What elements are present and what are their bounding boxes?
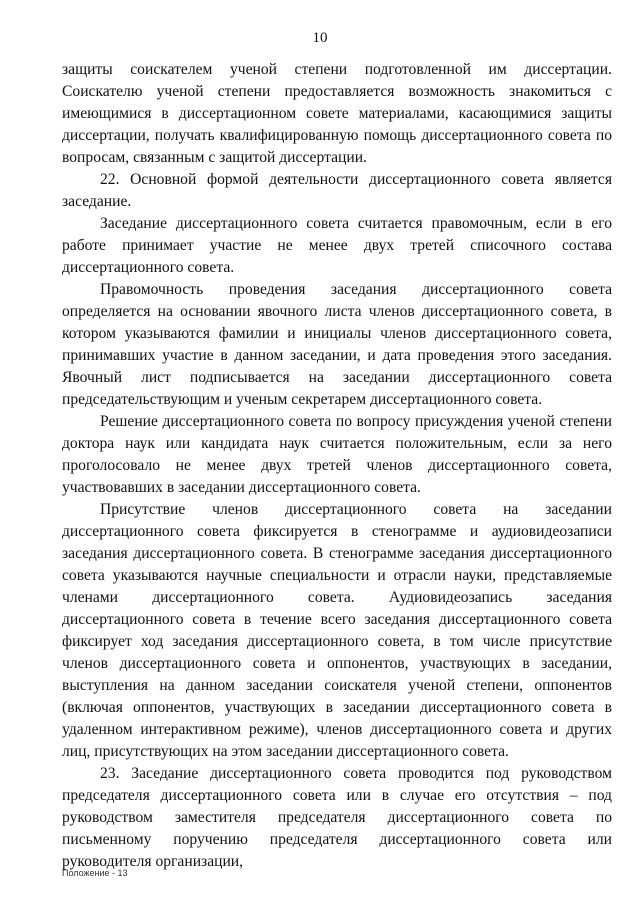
paragraph-22: 22. Основной формой деятельности диссертационного совета является заседание. [62, 171, 612, 210]
paragraph-quorum: Заседание диссертационного совета считается правомочным, если в его работе принимает участие не менее двух третей списочного состава диссертационного совета. [62, 215, 612, 276]
paragraph-decision: Решение диссертационного совета по вопросу присуждения ученой степени доктора наук или кандидата наук считается положительным, если за него проголосовало не менее двух третей членов диссертационного совета, участвовавших в заседании диссертационного совета. [62, 413, 612, 496]
footer-label: Положение - 13 [62, 868, 128, 878]
paragraph-recording: Присутствие членов диссертационного совета на заседании диссертационного совета фиксируется в стенограмме и аудиовидеозаписи заседания диссертационного совета. В стенограмме заседания диссертационного совета указываются научные специальности и отрасли науки, представляемые членами диссертационного совета. Аудиовидеозапись заседания диссертационного совета в течение всего заседания диссертационного совета фиксирует ход заседания диссертационного совета, в том числе присутствие членов диссертационного совета и оппонентов, участвующих в заседании, выступления на данном заседании соискателя ученой степени, оппонентов (включая оппонентов, участвующих в заседании диссертационного совета в удаленном интерактивном режиме), членов диссертационного совета и других лиц, присутствующих на этом заседании диссертационного совета. [62, 501, 612, 760]
document-body [62, 59, 612, 873]
paragraph-23: 23. Заседание диссертационного совета проводится под руководством председателя диссертационного совета или в случае его отсутствия – под руководством заместителя председателя диссертационного совета по письменному поручению председателя диссертационного совета или руководителя организации, [62, 765, 612, 870]
page-number: 10 [312, 30, 328, 46]
paragraph-attendance-sheet: Правомочность проведения заседания диссертационного совета определяется на основании явочного листа членов диссертационного совета, в котором указываются фамилии и инициалы членов диссертационного совета, принимавших участие в данном заседании, и дата проведения этого заседания. Явочный лист подписывается на заседании диссертационного совета председательствующим и ученым секретарем диссертационного совета. [62, 281, 612, 408]
paragraph-continuation: защиты соискателем ученой степени подготовленной им диссертации. Соискателю ученой степени предоставляется возможность знакомиться с имеющимися в диссертационном совете материалами, касающимися защиты диссертации, получать квалифицированную помощь диссертационного совета по вопросам, связанным с защитой диссертации. [62, 61, 612, 166]
